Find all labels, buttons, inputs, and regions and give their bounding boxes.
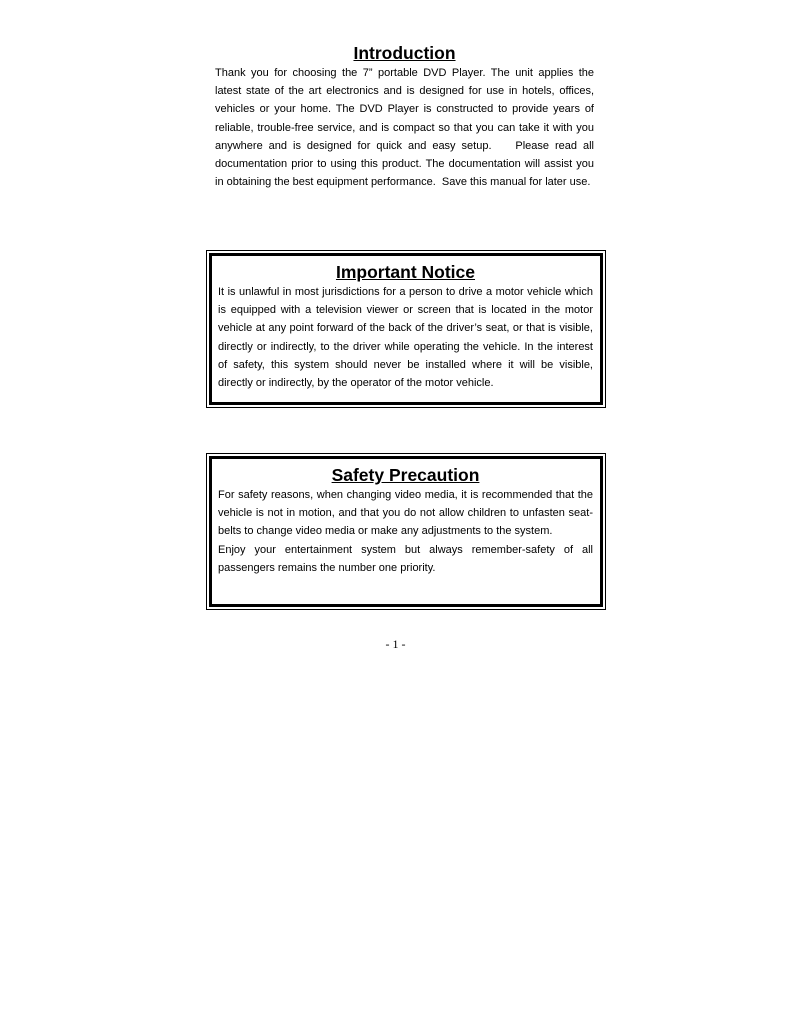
introduction-body: Thank you for choosing the 7” portable DVD Player. The unit applies the latest state of the art electronics and is designed for use in hotels, offices, vehicles or your home. The DVD Player is constructed to provide years of reliable, trouble-free service, and is compact so that you can take it with you anywhere and is designed for quick and easy setup. Please read all documentation prior to using this product. The documentation will assist you in obtaining the best equipment performance. Save this manual for later use. (215, 67, 598, 189)
safety-precaution-paragraph: Enjoy your entertainment system but always remember-safety of all passengers remains the number one priority. (218, 543, 593, 574)
important-notice-frame (209, 253, 603, 405)
important-notice-box (206, 250, 606, 408)
introduction-section (215, 42, 598, 191)
page-number: - 1 - (385, 637, 406, 651)
safety-precaution-paragraph: For safety reasons, when changing video media, it is recommended that the vehicle is not in motion, and that you do not allow children to unfasten seat-belts to change video media or make any adjustments to the system. (218, 489, 593, 538)
safety-precaution-frame (209, 456, 603, 607)
safety-precaution-heading: Safety Precaution (331, 465, 480, 485)
safety-precaution-box (206, 453, 606, 610)
important-notice-body: It is unlawful in most jurisdictions for a person to drive a motor vehicle which is equipped with a television viewer or screen that is located in the motor vehicle at any point forward of the back of the driver’s seat, or that is visible, directly or indirectly, to the driver while operating the vehicle. In the interest of safety, this system should never be installed where it will be visible, directly or indirectly, by the operator of the motor vehicle. (218, 286, 593, 390)
important-notice-heading: Important Notice (335, 262, 476, 282)
introduction-heading: Introduction (353, 43, 456, 63)
